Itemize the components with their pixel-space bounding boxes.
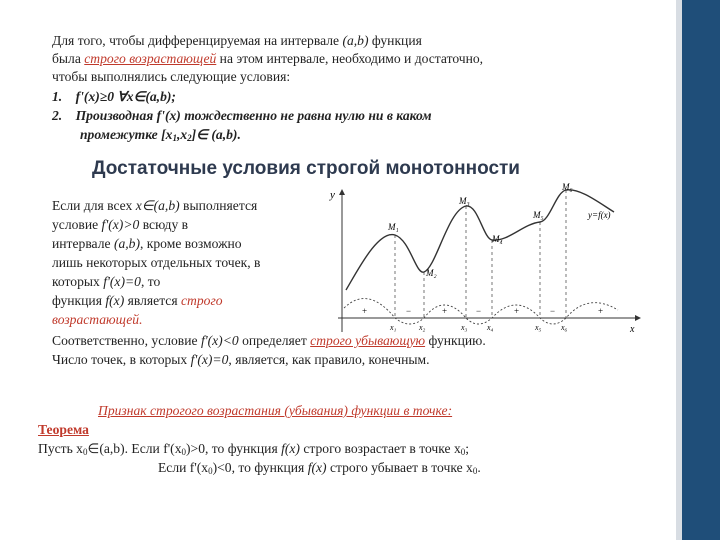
text: функция (368, 33, 422, 48)
point-label-m4: M₄ (492, 234, 503, 244)
curve-label: y=f(x) (588, 210, 611, 220)
highlight-text: строго (181, 293, 223, 308)
text: интервале (52, 236, 114, 251)
sign-mark: + (442, 306, 448, 316)
tick-x5: x₅ (535, 323, 542, 332)
text: условие (52, 217, 102, 232)
text: была (52, 51, 85, 66)
left-line-4: лишь некоторых отдельных точек, в (52, 255, 261, 270)
intro-line-2 (52, 50, 483, 67)
tick-x2: x₂ (419, 323, 426, 332)
text: Для того, чтобы дифференцируемая на интервале (52, 33, 343, 48)
text: , является, как правило, конечным. (228, 352, 430, 367)
text: )<0, то функция (212, 460, 308, 475)
text: Соответственно, условие (52, 333, 201, 348)
theorem-title: Теорема (38, 422, 89, 437)
text: , кроме возможно (139, 236, 242, 251)
list-number: 2. (52, 108, 63, 123)
text: является (124, 293, 181, 308)
text: )>0, то функция (186, 441, 282, 456)
text: f(x) (307, 460, 327, 475)
text: f'(x)=0 (190, 352, 229, 367)
section-heading: Достаточные условия строгой монотонности (92, 158, 520, 179)
text: функция (52, 293, 106, 308)
condition-item-2-cont (80, 126, 241, 147)
left-line-2 (52, 216, 188, 233)
text: ]∈ (a,b). (191, 127, 241, 142)
left-line-3 (52, 235, 242, 252)
sign-mark: − (550, 306, 556, 316)
text: строго возрастает в точке x (299, 441, 461, 456)
function-graph (318, 180, 658, 338)
text: 0 (208, 466, 213, 476)
sign-mark: + (514, 306, 520, 316)
text: f'(x)>0 (101, 217, 140, 232)
x-axis-label: x (630, 324, 635, 335)
point-label-m2: M₂ (426, 268, 437, 278)
text: всюду в (139, 217, 189, 232)
left-line-1 (52, 197, 257, 214)
text: ; (465, 441, 470, 456)
sign-mark: − (476, 306, 482, 316)
tick-x3: x₃ (461, 323, 468, 332)
point-label-m1: M₁ (388, 222, 399, 232)
sign-mark: − (406, 306, 412, 316)
text: . (477, 460, 481, 475)
text: промежутке [x (80, 127, 173, 142)
text: f(x) (105, 293, 125, 308)
text: f'(x)<0 (200, 333, 239, 348)
text: (a,b) (113, 236, 140, 251)
text: 0 (472, 466, 478, 476)
sign-mark: + (362, 306, 368, 316)
intro-line-3: чтобы выполнялись следующие условия: (52, 69, 291, 84)
criterion-title: Признак строгого возрастания (убывания) функции в точке: (98, 403, 453, 418)
text: ∈(a,b). Если f'(x (87, 441, 182, 456)
text: Пусть x (38, 441, 83, 456)
text: Производная f'(x) тождественно не равна нулю ни в каком (75, 108, 432, 123)
text: определяет (238, 333, 311, 348)
text: , то (140, 274, 161, 289)
highlight-text: строго убывающую (310, 333, 426, 348)
y-axis-label: y (330, 189, 335, 201)
text: 0 (82, 447, 88, 457)
text: функцию. (425, 333, 486, 348)
text: 2 (187, 133, 192, 143)
tick-x4: x₄ (487, 323, 494, 332)
text: строго убывает в точке x (326, 460, 473, 475)
text: на этом интервале, необходимо и достаточно, (216, 51, 484, 66)
text: 1 (172, 133, 177, 143)
text: (a,b) (342, 33, 369, 48)
point-label-m6: M₆ (562, 182, 573, 192)
list-number: 1. (52, 89, 63, 104)
text: x∈(a,b) (135, 198, 180, 213)
text: ,x (176, 127, 188, 142)
text: 0 (181, 447, 186, 457)
bottom-line-1 (52, 332, 486, 349)
point-label-m3: M₃ (459, 196, 470, 206)
left-line-6 (52, 292, 223, 309)
text: f'(x)≥0 ∀x∈(a,b); (75, 89, 176, 104)
tick-x6: x₆ (561, 323, 568, 332)
tick-x1: x₁ (390, 323, 397, 332)
bottom-line-2 (52, 351, 429, 368)
text: Если f'(x (158, 460, 209, 475)
text: f(x) (281, 441, 300, 456)
left-line-7: возрастающей. (52, 312, 143, 327)
theorem-line-1 (38, 440, 469, 461)
decor-bar (682, 0, 720, 540)
text: f'(x)=0 (103, 274, 141, 289)
intro-line-1 (52, 32, 422, 49)
condition-item-1 (52, 88, 176, 105)
text: выполняется (179, 198, 258, 213)
function-curve (346, 190, 614, 290)
text: Если для всех (52, 198, 136, 213)
text: 0 (460, 447, 466, 457)
left-line-5 (52, 273, 160, 290)
highlight-text: строго возрастающей (84, 51, 217, 66)
text: которых (52, 274, 104, 289)
condition-item-2 (52, 107, 432, 124)
theorem-line-2 (158, 459, 481, 480)
sign-mark: + (598, 306, 604, 316)
text: Число точек, в которых (52, 352, 191, 367)
point-label-m5: M₅ (533, 210, 544, 220)
